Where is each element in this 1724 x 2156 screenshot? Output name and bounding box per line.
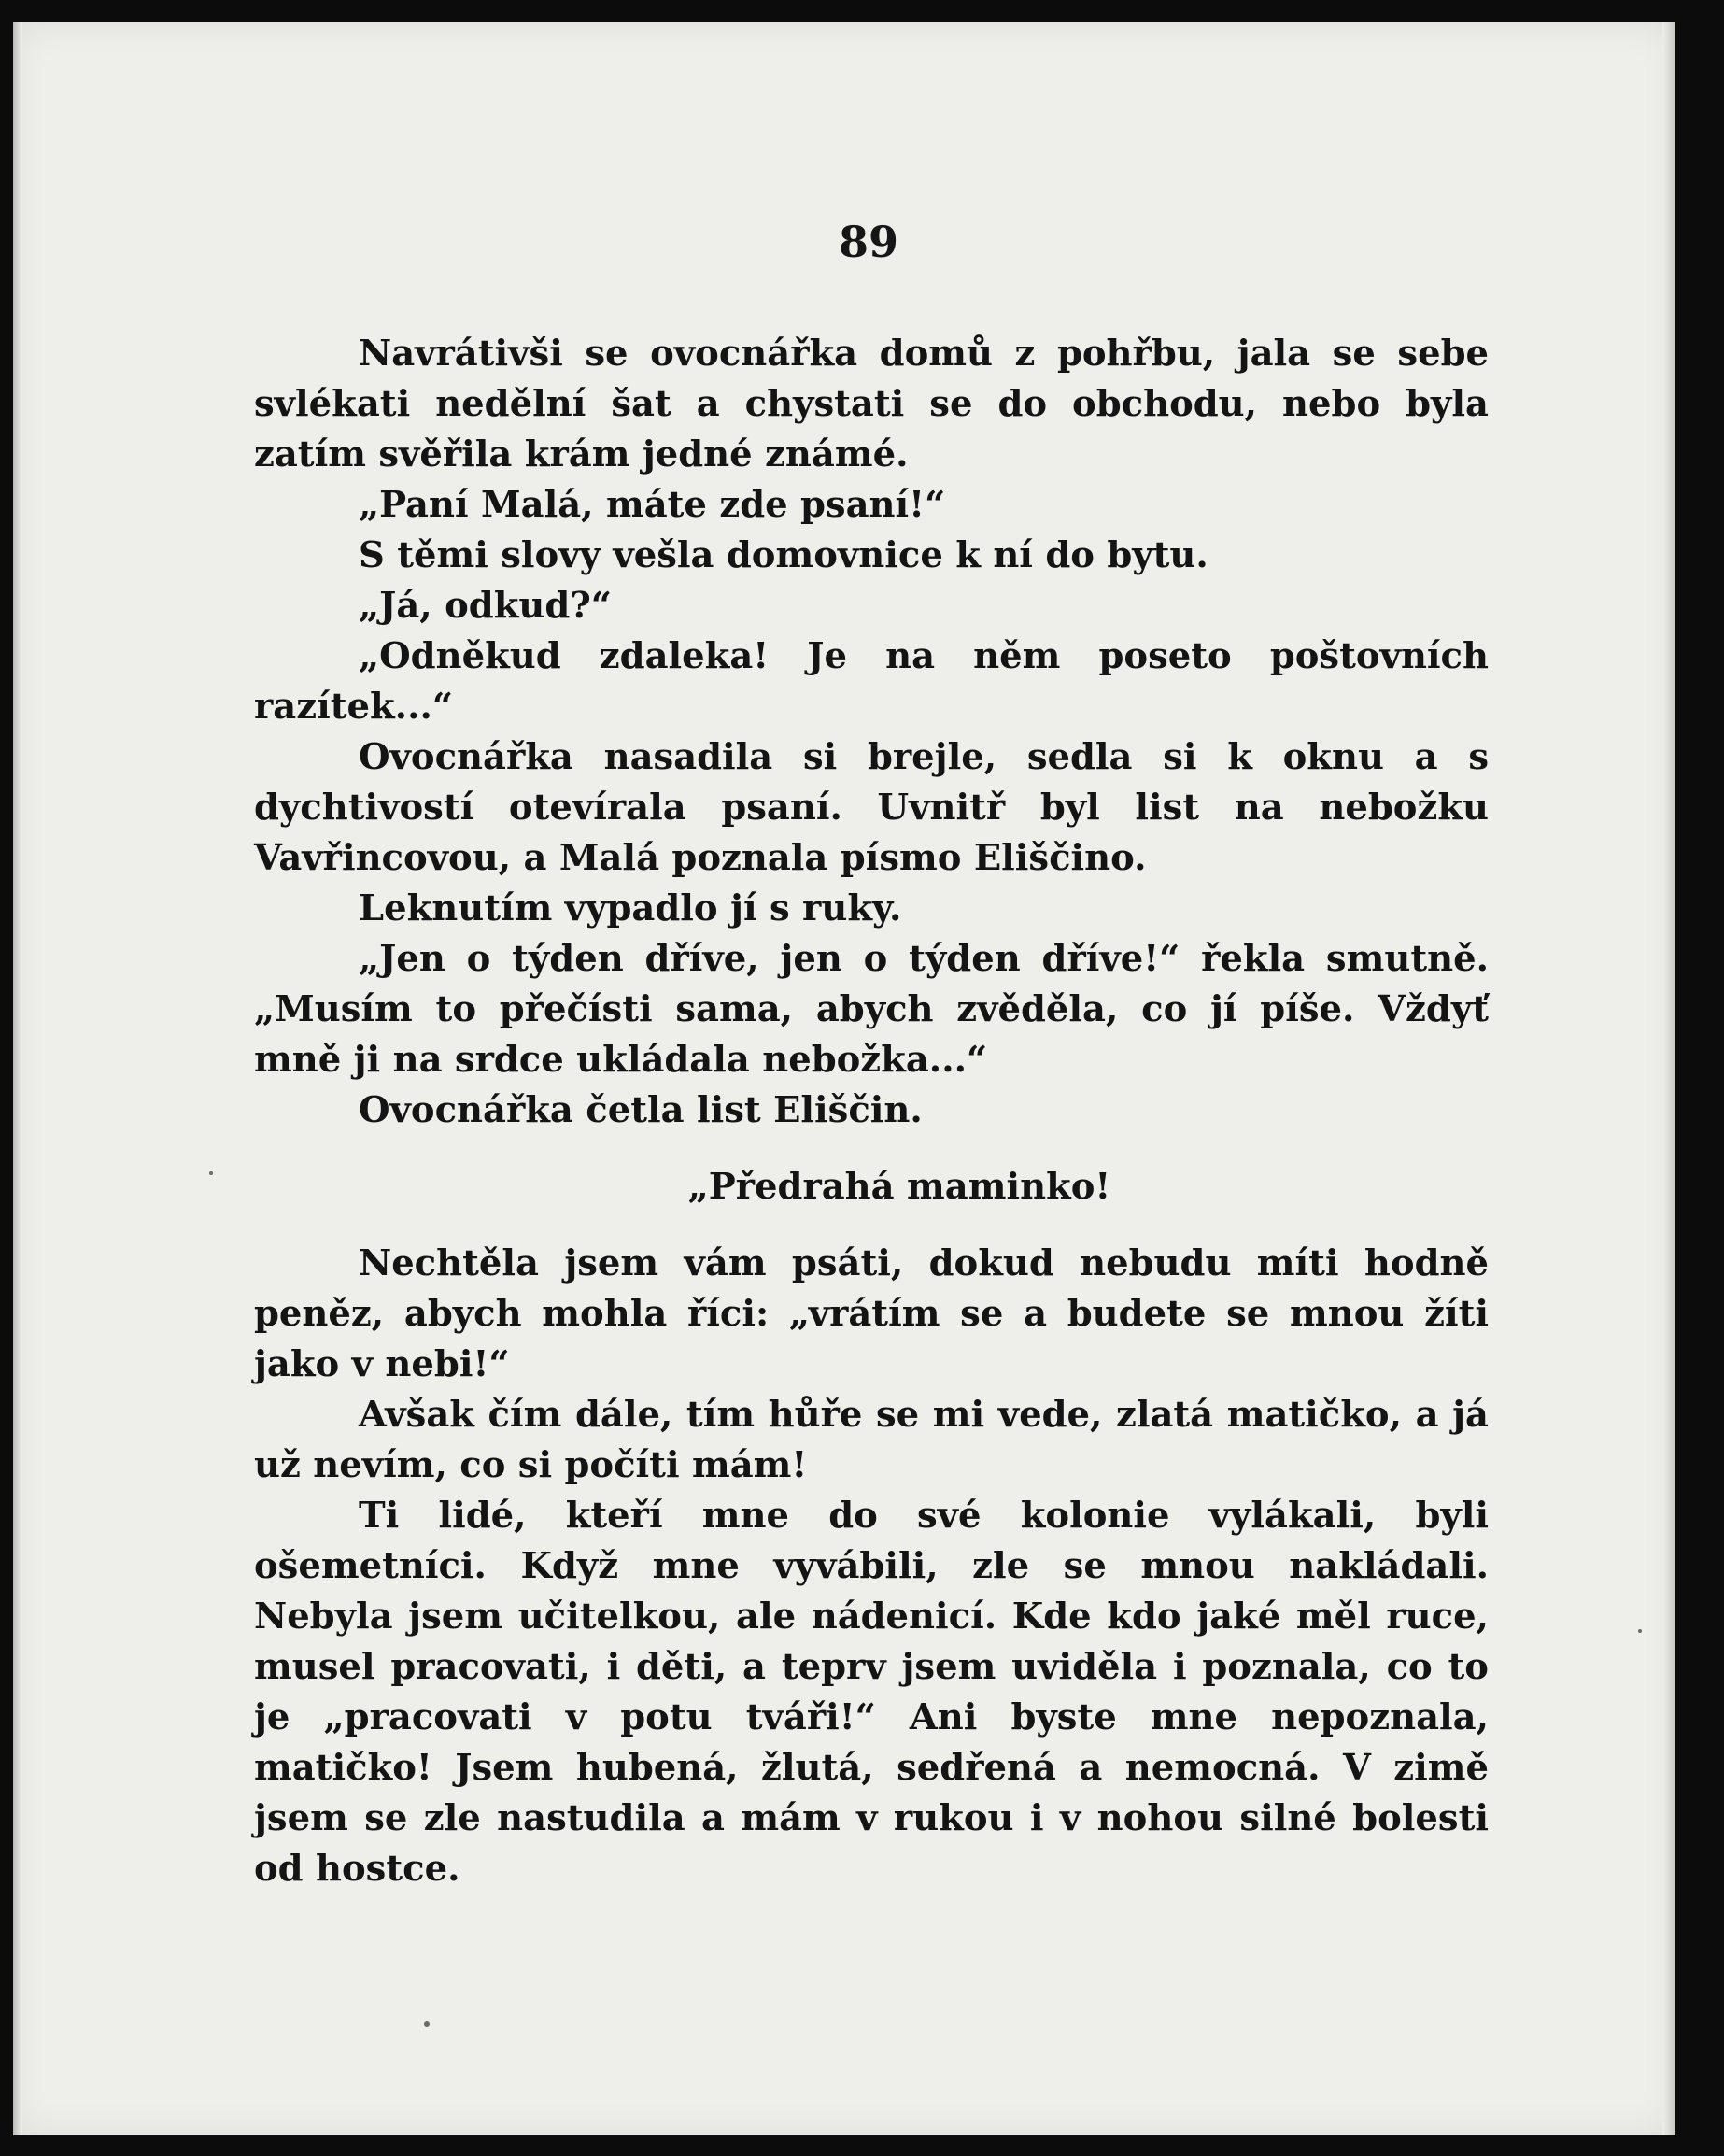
paper-speck — [209, 1171, 213, 1175]
paragraph: „Odněkud zdaleka! Je na něm poseto poštovních razítek...“ — [254, 635, 1489, 728]
paragraph: „Já, odkud?“ — [359, 585, 613, 627]
body-text — [254, 329, 1489, 1894]
paper-speck — [1638, 1629, 1642, 1633]
page-right-edge — [1662, 22, 1675, 2135]
paragraph: Navrátivši se ovocnářka domů z pohřbu, jala se sebe svlékati nedělní šat a chystati se do obchodu, nebo byla zatím svěřila krám jedné známé. — [254, 333, 1489, 475]
paper-speck — [424, 2021, 430, 2027]
paragraph: Ovocnářka četla list Eliščin. — [359, 1089, 923, 1131]
paragraph: Ovocnářka nasadila si brejle, sedla si k oknu a s dychtivostí otevírala psaní. Uvnitř byl list na nebožku Vavřincovou, a Malá poznala písmo Eliščino. — [254, 736, 1489, 879]
letter-greeting: „Předrahá maminko! — [687, 1166, 1111, 1208]
paragraph: Leknutím vypadlo jí s ruky. — [359, 887, 902, 929]
letter-paragraph: Ti lidé, kteří mne do své kolonie vylákali, byli ošemetníci. Když mne vyvábili, zle se mnou nakládali. Nebyla jsem učitelkou, ale nádenicí. Kde kdo jaké měl ruce, musel pracovati, i děti, a teprv jsem uviděla i poznala, co to je „pracovati v potu tváři!“ Ani byste mne nepoznala, matičko! Jsem hubená, žlutá, sedřená a nemocná. V zimě jsem se zle nastudila a mám v rukou i v nohou silné bolesti od hostce. — [254, 1495, 1489, 1890]
letter-paragraph: Avšak čím dále, tím hůře se mi vede, zlatá matičko, a já už nevím, co si počíti mám! — [254, 1394, 1489, 1486]
paragraph: „Paní Malá, máte zde psaní!“ — [359, 484, 946, 526]
page-number: 89 — [838, 217, 898, 267]
paragraph: „Jen o týden dříve, jen o týden dříve!“ řekla smutně. „Musím to přečísti sama, abych zvěděla, co jí píše. Vždyť mně ji na srdce ukládala nebožka...“ — [254, 938, 1489, 1081]
book-page — [13, 22, 1675, 2135]
page-left-edge — [13, 22, 22, 2135]
letter-paragraph: Nechtěla jsem vám psáti, dokud nebudu míti hodně peněz, abych mohla říci: „vrátím se a budete se mnou žíti jako v nebi!“ — [254, 1242, 1489, 1385]
paragraph: S těmi slovy vešla domovnice k ní do bytu. — [359, 534, 1208, 576]
